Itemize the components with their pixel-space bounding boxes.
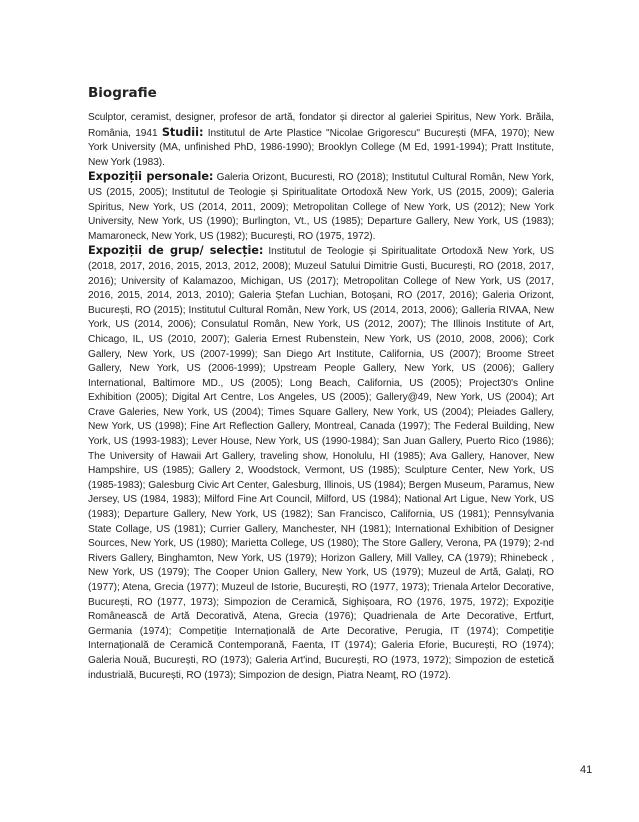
- section-heading: Biografie: [88, 85, 157, 101]
- solo-exhibitions-text: Galeria Orizont, Bucuresti, RO (2018); Institutul Cultural Român, New York, US (2015, 2005); Institutul de Teologie și Spiritualitate Ortodoxă New York, US (2015, 2009); Galeria Spiritus, New York, US (2014, 2011, 2009); Metropolitan College of New York, US (2012); New York University, New York, US (1990); Burlington, Vt., US (1985); Departure Gallery, New York, US (1983); Mamaroneck, New York, US (1982); București, RO (1975, 1972).: [88, 172, 554, 242]
- group-exhibitions-text: Institutul de Teologie și Spiritualitate Ortodoxă New York, US (2018, 2017, 2016, 2015, 2013, 2012, 2008); Muzeul Satului Dimitrie Gusti, București, RO (2018, 2017, 2016); University of Kalamazoo, Michigan, US (2017); Metropolitan College of New York, US (2017, 2016, 2015, 2014, 2013, 2010); Galeria Ștefan Luchian, Botoșani, RO (2017, 2016); Galeria Orizont, București, RO (2015); Institutul Cultural Român, New York, US (2014, 2013, 2006); Galleria RIVAA, New York, US (2014, 2006); Consulatul Român, New York, US (2012, 2007); The Illinois Institute of Art, Chicago, IL, US (2010, 2007); Galeria Ernest Rubenstein, New York, US (2010, 2008, 2006); Cork Gallery, New York, US (2007-1999); San Diego Art Institute, California, US (2007); Broome Street Gallery, New York, US (2006-1999); Upstream People Gallery, New York, US (2006); Gallery International, Baltimore MD., US (2005); Long Beach, California, US (2005); Project30's Online Exhibition (2005); Digital Art Centre, Los Angeles, US (2005); Gallery@49, New York, US (2004); Art Crave Galeries, New York, US (2004); Times Square Gallery, New York, US (2004); Pleiades Gallery, New York, US (1998); Fine Art Reflection Gallery, Montreal, Canada (1997); The Federal Building, New York, US (1993-1983); Lever House, New York, US (1990-1984); San Juan Gallery, Puerto Rico (1986); The University of Hawaii Art Gallery, traveling show, Honolulu, HI (1985); Ava Gallery, Hanover, New Hampshire, US (1985); Gallery 2, Woodstock, Vermont, US (1985); Sculpture Center, New York, US (1985-1983); Galesburg Civic Art Center, Galesburg, Illinois, US (1984); Bergen Museum, Paramus, New Jersey, US (1984, 1983); Milford Fine Art Council, Milford, US (1984); National Art Ligue, New York, US (1983); Departure Gallery, New York, US (1982); San Francisco, California, US (1981); Pennsylvania State Collage, US (1981); Currier Gallery, Manchester, NH (1981); International Exhibition of Designer Sources, New York, US (1980); Marietta College, US (1980); The Store Gallery, Verona, PA (1979); 2-nd Rivers Gallery, Binghamton, New York, US (1979); Horizon Gallery, Mill Valley, CA (1979); Rhinebeck , New York, US (1979); The Cooper Union Gallery, New York, US (1979); Muzeul de Artă, Galați, RO (1977); Atena, Grecia (1977); Muzeul de Istorie, București, RO (1977, 1973); Trienala Artelor Decorative, București, RO (1977, 1973); Simpozion de Ceramică, Sighișoara, RO (1976, 1975, 1972); Expoziție Românească de Artă Decorativă, Atena, Grecia (1976); Quadrienala de Arte Decorative, Ertfurt, Germania (1974); Competiție Internațională de Arte Decorative, Perugia, IT (1974); Competiție Internațională de Ceramică Contemporană, Faenta, IT (1974); Galeria Eforie, București, RO (1974); Galeria Nouă, București, RO (1973); Galeria Art'ind, București, RO (1973, 1972); Simpozion de estetică industrială, București, RO (1973); Simpozion de design, Piatra Neamț, RO (1972).: [88, 246, 554, 681]
- page-number: 41: [580, 764, 593, 776]
- solo-exhibitions-label: Expoziții personale:: [88, 170, 214, 184]
- biography-body: [88, 111, 554, 683]
- studies-text: Institutul de Arte Plastice "Nicolae Grigorescu" București (MFA, 1970); New York University (MA, unfinished PhD, 1986-1990); Brooklyn College (M Ed, 1991-1994); Pratt Institute, New York (1983).: [88, 127, 555, 168]
- intro-text: Sculptor, ceramist, designer, profesor de artă, fondator și director al galeriei Spiritus, New York. Brăila, România, 1941: [88, 112, 554, 139]
- biography-paragraph: [88, 111, 554, 170]
- solo-exhibitions-paragraph: [88, 170, 554, 244]
- group-exhibitions-label: Expoziții de grup/ selecție:: [88, 244, 264, 258]
- studies-label: Studii:: [161, 125, 204, 139]
- group-exhibitions-paragraph: [88, 244, 554, 683]
